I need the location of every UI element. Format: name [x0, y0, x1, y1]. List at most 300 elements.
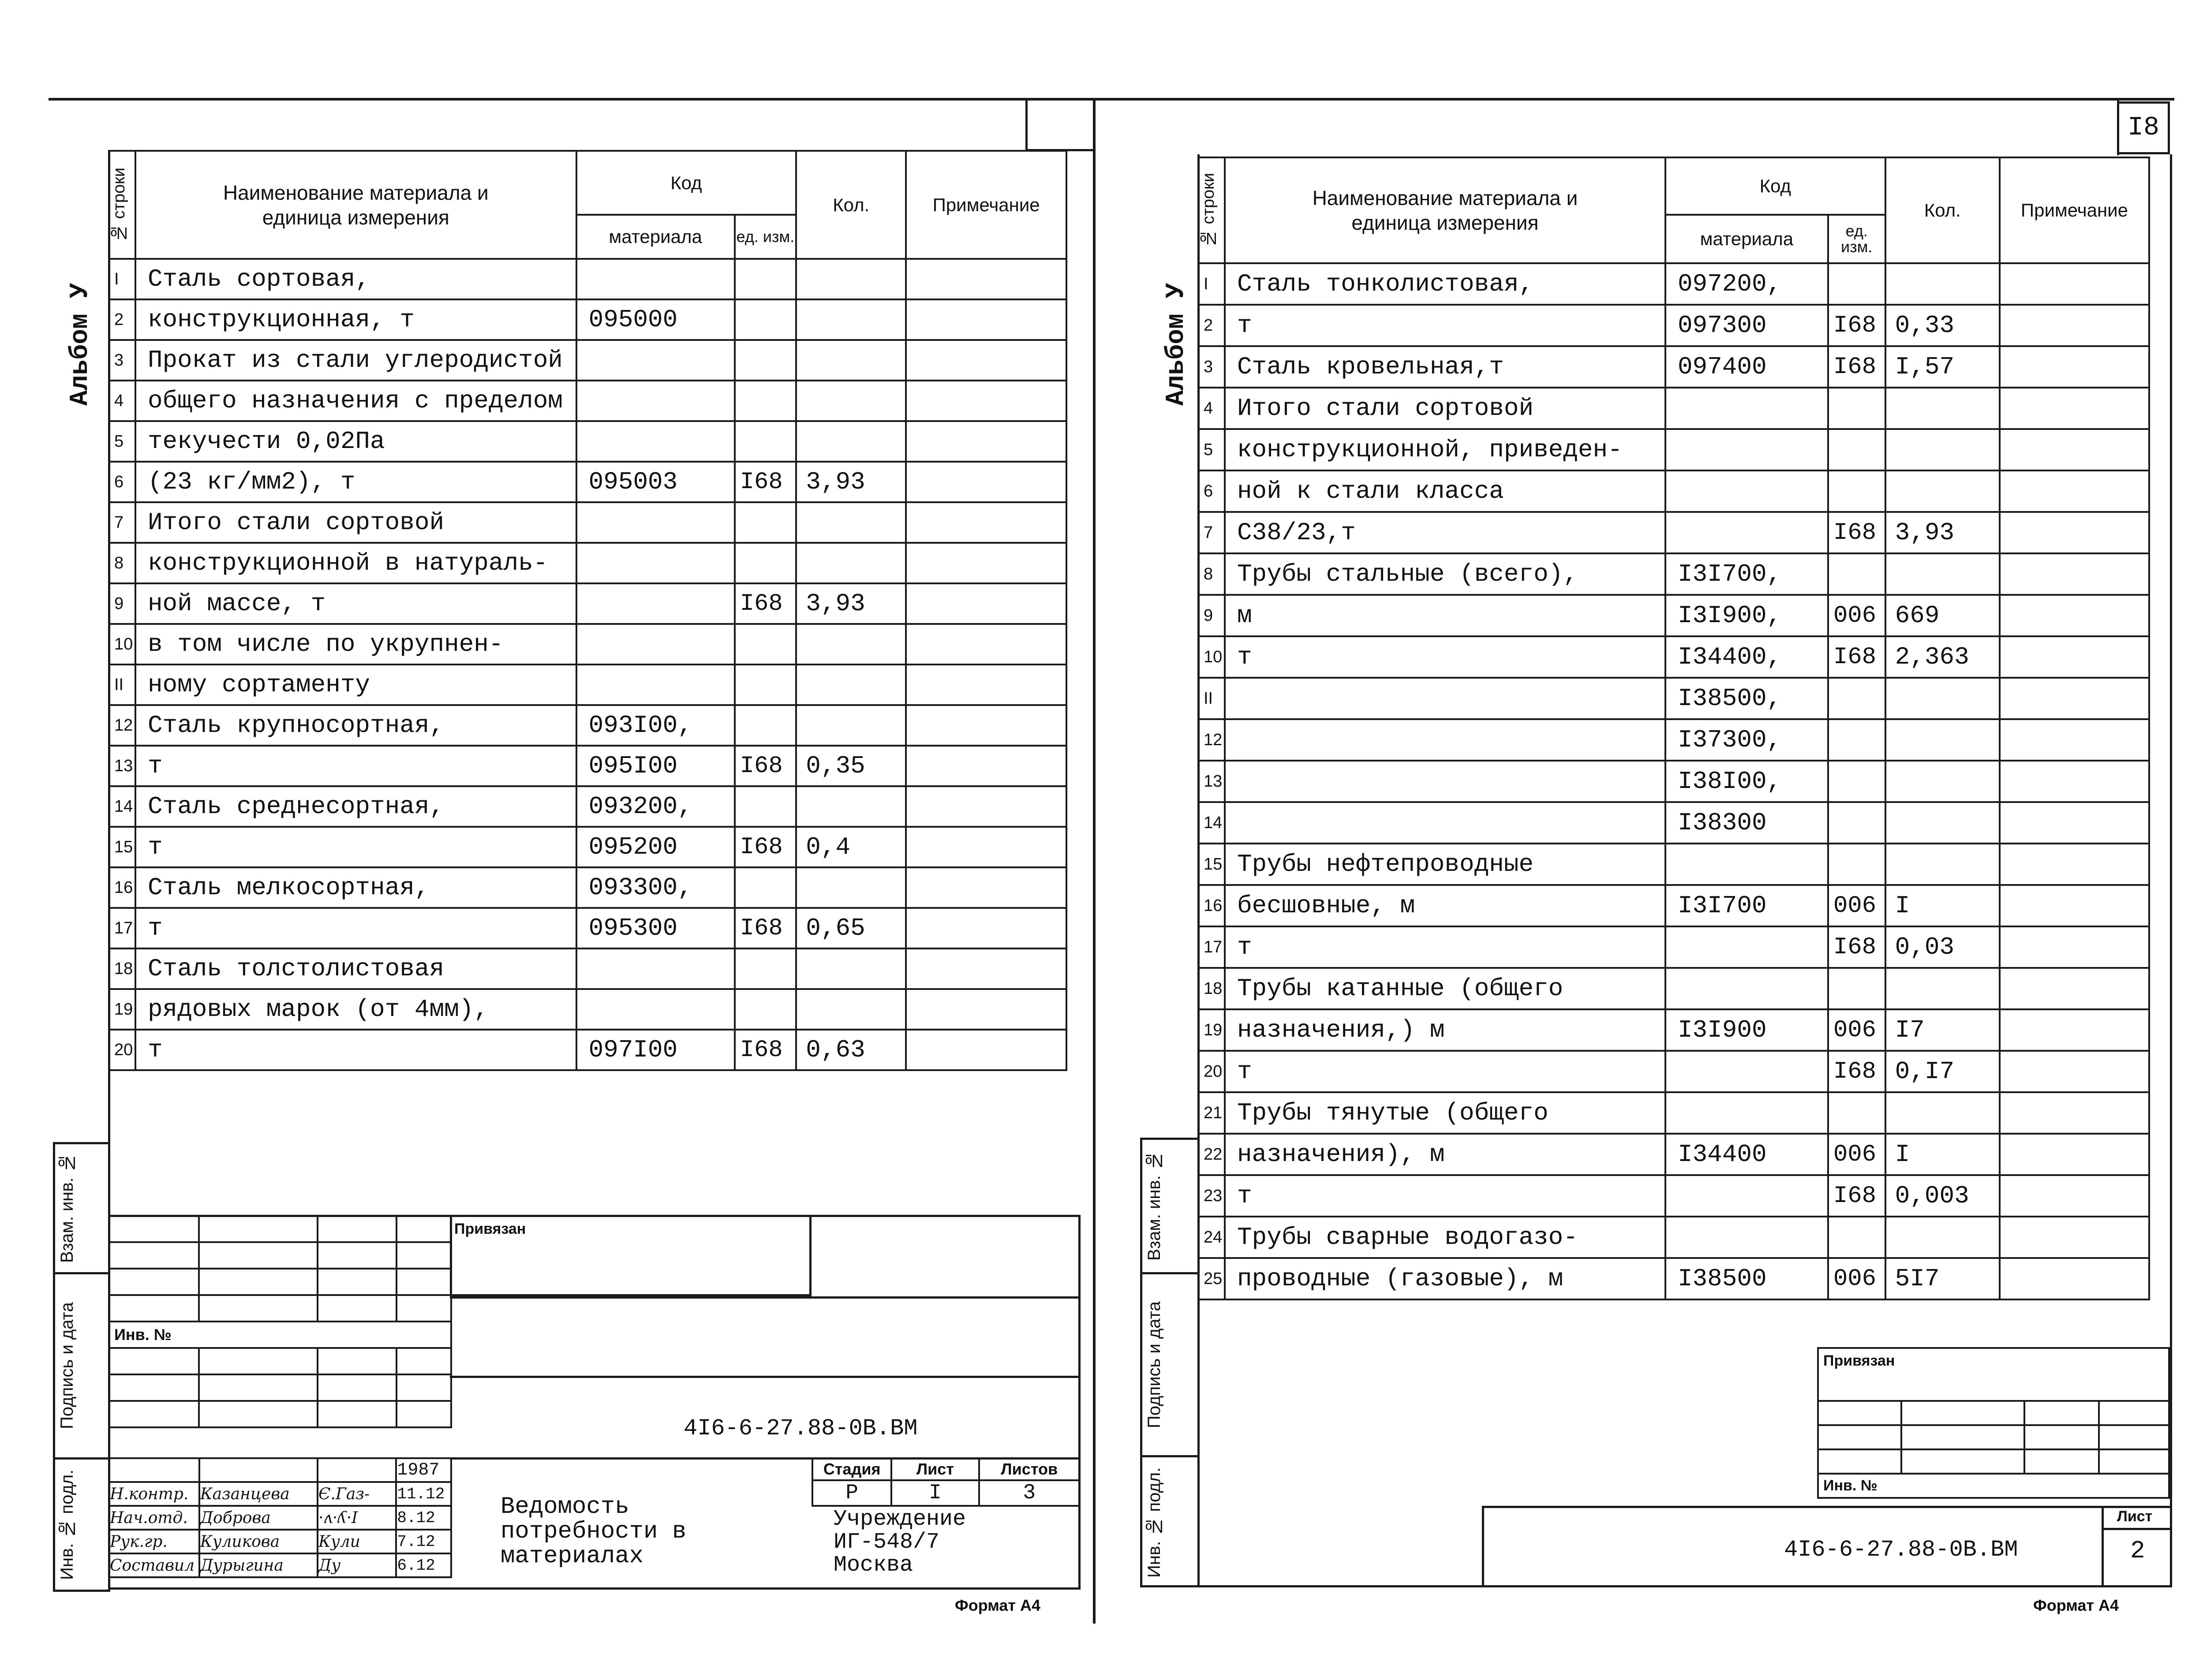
quantity [796, 624, 906, 665]
row-number: 9 [1198, 595, 1225, 636]
quantity [796, 705, 906, 746]
material-name: т [1225, 1051, 1665, 1092]
unit-code [1828, 1092, 1885, 1134]
table-row [1198, 1134, 2149, 1175]
signature-sign: ·ʌ·ʎ·I [318, 1506, 396, 1530]
material-code [576, 381, 735, 421]
signature-row [109, 1553, 451, 1577]
material-name: (23 кг/мм2), т [135, 462, 576, 502]
page-divider [1093, 98, 1096, 1624]
signature-sign: Кули [318, 1530, 396, 1553]
quantity [796, 421, 906, 462]
table-row [109, 259, 1066, 299]
unit-code [1828, 388, 1885, 429]
quantity [796, 948, 906, 989]
quantity: 2,363 [1885, 636, 2000, 678]
material-code: 095000 [576, 299, 735, 340]
left-signature-table [108, 1457, 452, 1578]
material-code: I38500, [1665, 678, 1828, 719]
signature-role: Нач.отд. [109, 1506, 199, 1530]
table-row [109, 299, 1066, 340]
quantity [796, 299, 906, 340]
signature-row [109, 1482, 451, 1506]
quantity [1885, 263, 2000, 305]
unit-code [735, 299, 797, 340]
material-code: I3I700 [1665, 885, 1828, 926]
note [2000, 470, 2149, 512]
label-vzam-left: Взам. инв. № [57, 1153, 77, 1263]
row-number: 6 [109, 462, 135, 502]
material-name: т [1225, 1175, 1665, 1217]
note [2000, 678, 2149, 719]
quantity: 3,93 [796, 583, 906, 624]
quantity: 0,65 [796, 908, 906, 948]
album-label-left: Альбом У [66, 283, 95, 406]
material-name [1225, 719, 1665, 761]
note [2000, 926, 2149, 968]
table-row [1198, 926, 2149, 968]
signature-row [109, 1530, 451, 1553]
unit-code [1828, 761, 1885, 802]
row-number: 2 [1198, 305, 1225, 346]
sheet-label: Лист [891, 1458, 979, 1480]
quantity: 0,35 [796, 746, 906, 786]
row-number: 24 [1198, 1217, 1225, 1258]
material-name: Сталь среднесортная, [135, 786, 576, 827]
left-privyazan-label: Привязан [454, 1221, 526, 1237]
quantity: 0,I7 [1885, 1051, 2000, 1092]
quantity [796, 867, 906, 908]
row-number: 20 [1198, 1051, 1225, 1092]
table-row [109, 502, 1066, 543]
row-number: 13 [109, 746, 135, 786]
material-name: Сталь мелкосортная, [135, 867, 576, 908]
signature-role: Рук.гр. [109, 1530, 199, 1553]
quantity [1885, 470, 2000, 512]
material-name: назначения), м [1225, 1134, 1665, 1175]
material-name: Трубы тянутые (общего [1225, 1092, 1665, 1134]
material-name: проводные (газовые), м [1225, 1258, 1665, 1299]
material-name: ной к стали класса [1225, 470, 1665, 512]
row-number: 22 [1198, 1134, 1225, 1175]
row-number: 3 [109, 340, 135, 381]
row-number: I [1198, 263, 1225, 305]
sheet-value: I [891, 1480, 979, 1506]
table-row [109, 746, 1066, 786]
r-header-name: Наименование материала и единица измерения [1225, 157, 1665, 263]
row-number: 8 [109, 543, 135, 583]
quantity [796, 340, 906, 381]
row-number: 13 [1198, 761, 1225, 802]
note [2000, 719, 2149, 761]
table-row [1198, 388, 2149, 429]
unit-code [735, 705, 797, 746]
row-number: 19 [1198, 1009, 1225, 1051]
quantity [796, 786, 906, 827]
signature-name: Казанцева [199, 1482, 318, 1506]
row-number: 17 [1198, 926, 1225, 968]
material-code: 097400 [1665, 346, 1828, 388]
unit-code: I68 [1828, 1051, 1885, 1092]
header-material: материала [576, 215, 735, 259]
material-name: т [135, 746, 576, 786]
quantity: 0,4 [796, 827, 906, 867]
note [906, 786, 1066, 827]
signature-date: 7.12 [396, 1530, 451, 1553]
unit-code [1828, 1217, 1885, 1258]
quantity [1885, 1217, 2000, 1258]
material-code [576, 421, 735, 462]
material-code: 095003 [576, 462, 735, 502]
material-code: I34400, [1665, 636, 1828, 678]
row-number: 7 [109, 502, 135, 543]
signature-name: Куликова [199, 1530, 318, 1553]
note [2000, 512, 2149, 553]
row-number: 16 [109, 867, 135, 908]
signature-sign: Є.Газ- [318, 1482, 396, 1506]
unit-code [735, 259, 797, 299]
quantity [1885, 968, 2000, 1009]
note [2000, 1009, 2149, 1051]
note [2000, 429, 2149, 470]
table-row [109, 1030, 1066, 1070]
unit-code [1828, 429, 1885, 470]
note [2000, 305, 2149, 346]
note [906, 908, 1066, 948]
note [906, 705, 1066, 746]
table-row [109, 665, 1066, 705]
row-number: II [109, 665, 135, 705]
row-number: 3 [1198, 346, 1225, 388]
top-rule [49, 98, 2174, 101]
row-number: 18 [109, 948, 135, 989]
material-name: конструкционной, приведен- [1225, 429, 1665, 470]
material-code: I37300, [1665, 719, 1828, 761]
material-name: т [1225, 926, 1665, 968]
material-code [1665, 470, 1828, 512]
table-row [1198, 802, 2149, 844]
signature-date: 11.12 [396, 1482, 451, 1506]
row-number: 25 [1198, 1258, 1225, 1299]
row-number: 10 [109, 624, 135, 665]
material-name: Сталь тонколистовая, [1225, 263, 1665, 305]
table-row [1198, 1217, 2149, 1258]
note [2000, 1134, 2149, 1175]
unit-code [735, 867, 797, 908]
material-code: I3I900, [1665, 595, 1828, 636]
material-code: I3I700, [1665, 553, 1828, 595]
quantity [796, 502, 906, 543]
quantity [1885, 719, 2000, 761]
material-code [576, 665, 735, 705]
material-name: Прокат из стали углеродистой [135, 340, 576, 381]
note [2000, 346, 2149, 388]
row-number: 7 [1198, 512, 1225, 553]
note [2000, 1175, 2149, 1217]
quantity: I [1885, 885, 2000, 926]
quantity [1885, 1092, 2000, 1134]
unit-code: I68 [1828, 926, 1885, 968]
quantity: 0,03 [1885, 926, 2000, 968]
r-header-row-no: № строки [1198, 157, 1225, 263]
unit-code [735, 381, 797, 421]
table-row [109, 421, 1066, 462]
table-row [1198, 678, 2149, 719]
note [906, 665, 1066, 705]
left-strip-div1 [53, 1272, 110, 1274]
row-number: I [109, 259, 135, 299]
material-name: Сталь крупносортная, [135, 705, 576, 746]
table-row [109, 705, 1066, 746]
unit-code: 006 [1828, 1258, 1885, 1299]
unit-code [1828, 678, 1885, 719]
note [906, 502, 1066, 543]
note [906, 746, 1066, 786]
quantity: 0,33 [1885, 305, 2000, 346]
unit-code: I68 [735, 1030, 797, 1070]
left-stamp-title: Ведомость потребности в материалах [501, 1493, 687, 1570]
note [2000, 1092, 2149, 1134]
row-number: 6 [1198, 470, 1225, 512]
right-frame-right [2170, 154, 2172, 1587]
material-name: ной массе, т [135, 583, 576, 624]
right-sheet-box-div [2102, 1528, 2172, 1530]
material-name: Итого стали сортовой [135, 502, 576, 543]
material-name: Трубы стальные (всего), [1225, 553, 1665, 595]
table-row [109, 989, 1066, 1030]
r-header-unit: ед. изм. [1828, 215, 1885, 263]
note [2000, 802, 2149, 844]
note [906, 867, 1066, 908]
quantity [796, 989, 906, 1030]
material-name: С38/23,т [1225, 512, 1665, 553]
left-format: Формат А4 [955, 1596, 1041, 1614]
stamp-year: 1987 [396, 1458, 451, 1482]
unit-code: 006 [1828, 595, 1885, 636]
material-name [1225, 802, 1665, 844]
table-row [109, 462, 1066, 502]
material-name: бесшовные, м [1225, 885, 1665, 926]
note [906, 624, 1066, 665]
sheets-label: Листов [979, 1458, 1080, 1480]
signature-row [109, 1506, 451, 1530]
material-name [1225, 678, 1665, 719]
r-header-note: Примечание [2000, 157, 2149, 263]
table-row [1198, 761, 2149, 802]
note [906, 827, 1066, 867]
note [2000, 968, 2149, 1009]
note [2000, 1217, 2149, 1258]
header-row-no: № строки [109, 151, 135, 259]
right-doc-code: 4I6-6-27.88-0B.BM [1784, 1537, 2018, 1563]
table-row [109, 543, 1066, 583]
table-row [1198, 305, 2149, 346]
unit-code: I68 [1828, 636, 1885, 678]
material-code: 093I00, [576, 705, 735, 746]
left-stamp-grid [108, 1215, 452, 1428]
material-name: Сталь толстолистовая [135, 948, 576, 989]
table-row [109, 340, 1066, 381]
table-row [109, 908, 1066, 948]
quantity [1885, 388, 2000, 429]
org-line2: ИГ-548/7 [834, 1530, 940, 1555]
right-stamp-grid [1817, 1347, 2170, 1499]
table-row [1198, 346, 2149, 388]
material-name: ному сортаменту [135, 665, 576, 705]
note [906, 1030, 1066, 1070]
unit-code: I68 [1828, 1175, 1885, 1217]
org-name [834, 1508, 966, 1577]
signature-sign: Ду [318, 1553, 396, 1577]
label-podpis-left: Подпись и дата [57, 1302, 77, 1430]
quantity: 5I7 [1885, 1258, 2000, 1299]
signature-role: Н.контр. [109, 1482, 199, 1506]
page-number-box [2117, 101, 2170, 154]
unit-code [735, 786, 797, 827]
label-inv-left: Инв. № подл. [57, 1469, 77, 1580]
right-inv-no: Инв. № [1818, 1474, 2169, 1498]
table-row [1198, 263, 2149, 305]
note [906, 583, 1066, 624]
unit-code [1828, 844, 1885, 885]
left-doc-code: 4I6-6-27.88-0B.BM [684, 1415, 918, 1441]
material-code [576, 948, 735, 989]
row-number: 5 [109, 421, 135, 462]
note [906, 381, 1066, 421]
left-stamp-h2 [450, 1376, 1081, 1378]
note [906, 543, 1066, 583]
stage-value: Р [812, 1480, 891, 1506]
material-name: т [1225, 636, 1665, 678]
material-name: т [1225, 305, 1665, 346]
unit-code [735, 543, 797, 583]
unit-code: I68 [735, 827, 797, 867]
material-name: м [1225, 595, 1665, 636]
row-number: II [1198, 678, 1225, 719]
material-code [576, 583, 735, 624]
material-name: конструкционная, т [135, 299, 576, 340]
material-name: т [135, 908, 576, 948]
quantity [796, 665, 906, 705]
note [906, 989, 1066, 1030]
row-number: 17 [109, 908, 135, 948]
material-code: 095200 [576, 827, 735, 867]
label-vzam-right: Взам. инв. № [1144, 1151, 1164, 1261]
quantity [1885, 844, 2000, 885]
material-code: 095I00 [576, 746, 735, 786]
unit-code [1828, 968, 1885, 1009]
quantity [1885, 802, 2000, 844]
album-label-right: Альбом У [1162, 283, 1191, 406]
table-row [109, 381, 1066, 421]
left-stage-table [812, 1457, 1081, 1507]
material-name: общего назначения с пределом [135, 381, 576, 421]
right-strip-div2 [1140, 1455, 1200, 1457]
material-code [1665, 844, 1828, 885]
table-row [1198, 1009, 2149, 1051]
note [2000, 1051, 2149, 1092]
header-name: Наименование материала и единица измерения [135, 151, 576, 259]
material-code [1665, 1092, 1828, 1134]
note [906, 340, 1066, 381]
note [906, 259, 1066, 299]
header-note: Примечание [906, 151, 1066, 259]
right-strip-div1 [1140, 1272, 1200, 1274]
r-header-qty: Кол. [1885, 157, 2000, 263]
material-code [576, 259, 735, 299]
quantity [796, 381, 906, 421]
unit-code [1828, 470, 1885, 512]
quantity: 0,63 [796, 1030, 906, 1070]
table-row [1198, 719, 2149, 761]
material-name: Сталь сортовая, [135, 259, 576, 299]
quantity: I,57 [1885, 346, 2000, 388]
material-code: I34400 [1665, 1134, 1828, 1175]
note [906, 299, 1066, 340]
right-sheet-label: Лист [2117, 1508, 2153, 1525]
table-row [1198, 512, 2149, 553]
table-row [109, 583, 1066, 624]
material-code [1665, 1217, 1828, 1258]
material-code: 095300 [576, 908, 735, 948]
row-number: 19 [109, 989, 135, 1030]
table-row [1198, 885, 2149, 926]
table-row [1198, 553, 2149, 595]
row-number: 8 [1198, 553, 1225, 595]
note [906, 462, 1066, 502]
row-number: 2 [109, 299, 135, 340]
row-number: 5 [1198, 429, 1225, 470]
row-number: 15 [1198, 844, 1225, 885]
page-number: I8 [2127, 113, 2159, 143]
row-number: 14 [1198, 802, 1225, 844]
quantity [796, 259, 906, 299]
note [2000, 595, 2149, 636]
note [2000, 885, 2149, 926]
unit-code [735, 948, 797, 989]
unit-code: I68 [735, 746, 797, 786]
note [2000, 263, 2149, 305]
material-name: т [135, 827, 576, 867]
right-format: Формат А4 [2033, 1596, 2119, 1614]
left-strip-div2 [53, 1457, 110, 1460]
table-row [109, 786, 1066, 827]
material-code: I3I900 [1665, 1009, 1828, 1051]
table-row [1198, 636, 2149, 678]
org-line3: Москва [834, 1553, 913, 1578]
table-row [109, 867, 1066, 908]
header-qty: Кол. [796, 151, 906, 259]
row-number: 9 [109, 583, 135, 624]
table-row [109, 827, 1066, 867]
material-name: Сталь кровельная,т [1225, 346, 1665, 388]
unit-code [1828, 263, 1885, 305]
material-name: рядовых марок (от 4мм), [135, 989, 576, 1030]
table-row [1198, 470, 2149, 512]
note [2000, 553, 2149, 595]
unit-code [735, 665, 797, 705]
row-number: 15 [109, 827, 135, 867]
unit-code: 006 [1828, 885, 1885, 926]
left-material-table [108, 150, 1067, 1071]
material-code: 093300, [576, 867, 735, 908]
material-code [576, 340, 735, 381]
sheets-value: 3 [979, 1480, 1080, 1506]
material-code [1665, 968, 1828, 1009]
unit-code [735, 340, 797, 381]
row-number: 16 [1198, 885, 1225, 926]
quantity: I7 [1885, 1009, 2000, 1051]
